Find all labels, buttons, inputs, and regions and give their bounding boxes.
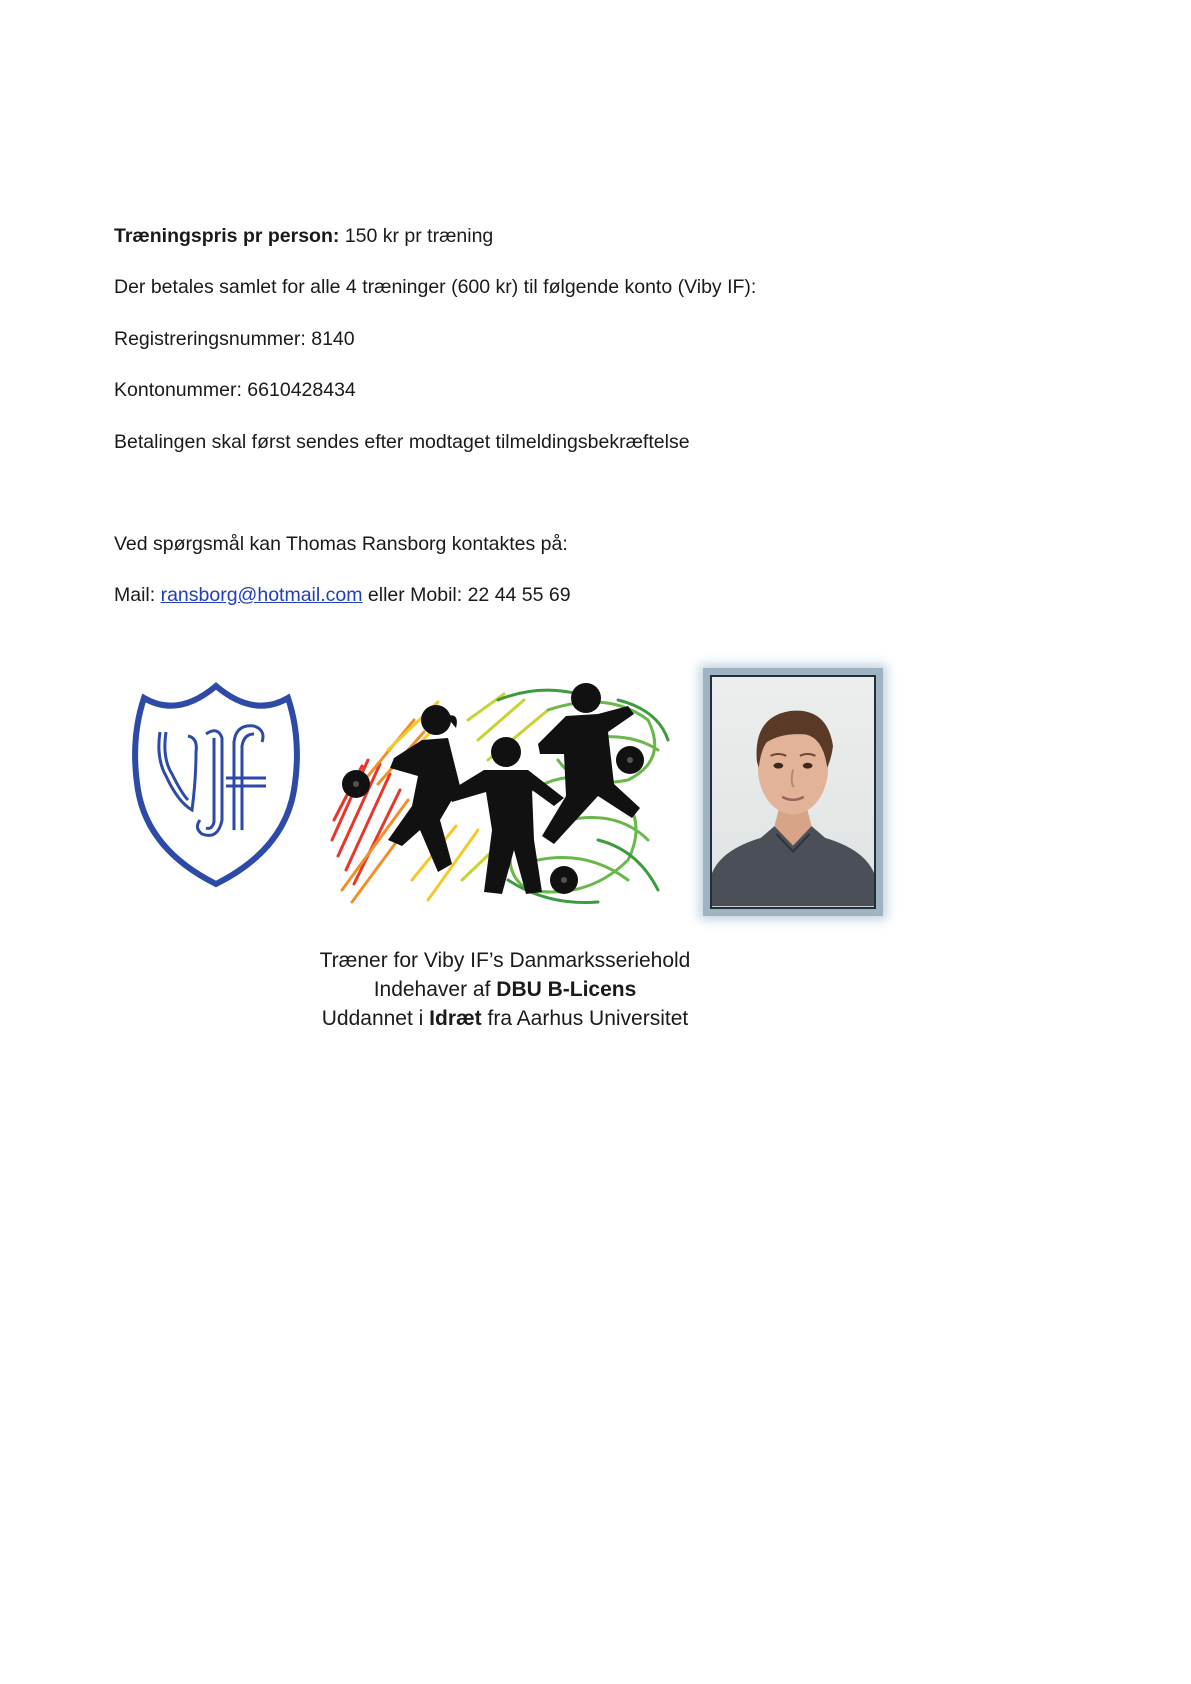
caption-license: DBU B-Licens bbox=[496, 978, 637, 1001]
contact-mail-line bbox=[114, 583, 571, 607]
email-link[interactable]: ransborg@hotmail.com bbox=[160, 584, 363, 606]
mail-label: Mail: bbox=[114, 584, 161, 606]
club-logo bbox=[126, 680, 306, 890]
coach-photo bbox=[710, 675, 876, 909]
caption-line3-prefix: Uddannet i bbox=[321, 1007, 430, 1030]
payment-note-line: Betalingen skal først sendes efter modtaget tilmeldingsbekræftelse bbox=[114, 431, 690, 453]
pricing-label: Træningspris pr person: bbox=[114, 225, 340, 247]
contact-intro-line: Ved spørgsmål kan Thomas Ransborg kontaktes på: bbox=[114, 533, 568, 555]
pricing-value: 150 kr pr træning bbox=[339, 225, 494, 247]
coach-caption-line3 bbox=[200, 1004, 810, 1033]
coach-caption-line2 bbox=[200, 975, 810, 1004]
players-illustration bbox=[328, 680, 676, 912]
pricing-line bbox=[114, 224, 493, 248]
shield-outline bbox=[135, 686, 297, 884]
coach-photo-frame bbox=[703, 668, 883, 916]
caption-line2-prefix: Indehaver af bbox=[373, 978, 497, 1001]
caption-line3-suffix: fra Aarhus Universitet bbox=[481, 1007, 689, 1030]
coach-caption-line1: Træner for Viby IF’s Danmarksseriehold bbox=[319, 949, 691, 972]
registration-number-line: Registreringsnummer: 8140 bbox=[114, 328, 355, 350]
payment-total-line: Der betales samlet for alle 4 træninger (600 kr) til følgende konto (Viby IF): bbox=[114, 276, 757, 298]
account-number-line: Kontonummer: 6610428434 bbox=[114, 379, 356, 401]
mobile-text: eller Mobil: 22 44 55 69 bbox=[362, 584, 571, 606]
coach-portrait bbox=[712, 677, 874, 907]
caption-sport: Idræt bbox=[429, 1007, 482, 1030]
